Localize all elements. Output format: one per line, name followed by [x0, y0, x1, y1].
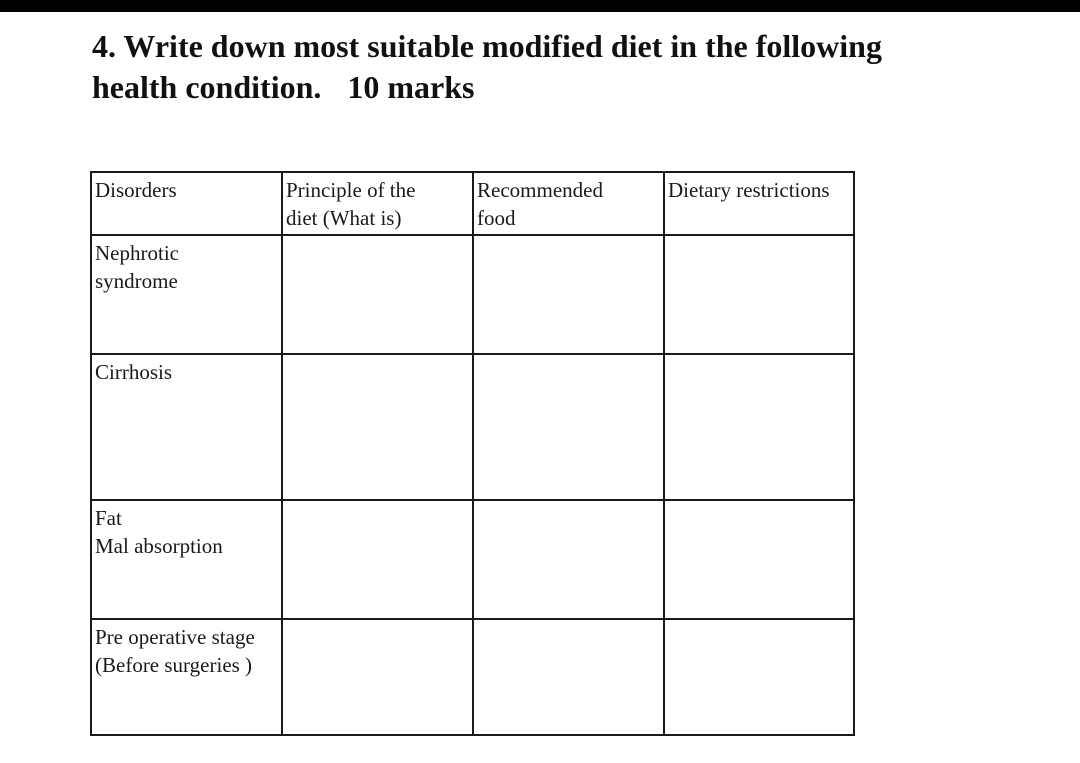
principle-cell[interactable] [282, 500, 473, 619]
disorder-cell: Fat Mal absorption [91, 500, 282, 619]
question-marks: 10 marks [347, 69, 475, 105]
principle-cell[interactable] [282, 619, 473, 735]
recommended-food-cell[interactable] [473, 235, 664, 354]
dietary-restrictions-cell[interactable] [664, 500, 854, 619]
disorder-cell: Pre operative stage (Before surgeries ) [91, 619, 282, 735]
recommended-food-cell[interactable] [473, 500, 664, 619]
header-recommended-food: Recommended food [473, 172, 664, 235]
dietary-restrictions-cell[interactable] [664, 235, 854, 354]
principle-cell[interactable] [282, 354, 473, 500]
table-row [91, 354, 854, 500]
question-line-1: 4. Write down most suitable modified diet in the following [92, 28, 882, 64]
table-header-row [91, 172, 854, 235]
table-row [91, 500, 854, 619]
diet-table [90, 171, 855, 736]
header-disorders: Disorders [91, 172, 282, 235]
principle-cell[interactable] [282, 235, 473, 354]
dietary-restrictions-cell[interactable] [664, 354, 854, 500]
disorder-cell: Nephrotic syndrome [91, 235, 282, 354]
dietary-restrictions-cell[interactable] [664, 619, 854, 735]
recommended-food-cell[interactable] [473, 354, 664, 500]
top-border-bar [0, 0, 1080, 12]
disorder-cell: Cirrhosis [91, 354, 282, 500]
header-principle: Principle of the diet (What is) [282, 172, 473, 235]
table-row [91, 619, 854, 735]
table-row [91, 235, 854, 354]
question-heading [92, 26, 1052, 108]
question-line-2 [92, 67, 1052, 108]
header-dietary-restrictions: Dietary restrictions [664, 172, 854, 235]
question-line-2-text: health condition. [92, 69, 322, 105]
recommended-food-cell[interactable] [473, 619, 664, 735]
